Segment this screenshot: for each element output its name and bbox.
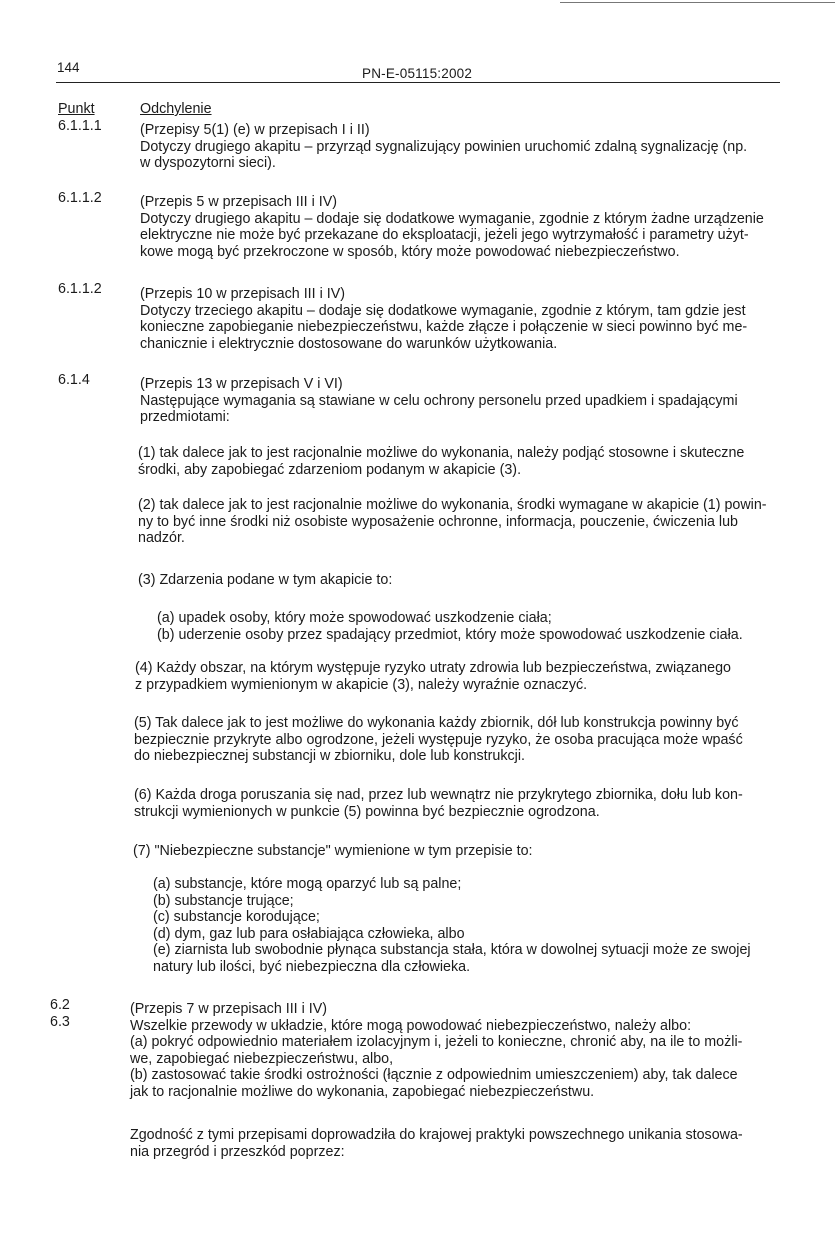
text-line: (5) Tak dalece jak to jest możliwe do wykonania każdy zbiornik, dół lub konstrukcja powinny być — [134, 715, 739, 731]
section-body — [130, 1001, 780, 1100]
text-line: (Przepis 5 w przepisach III i IV) — [140, 194, 338, 210]
section-number: 6.2 — [50, 997, 70, 1013]
text-line: w dyspozytorni sieci). — [140, 155, 276, 171]
standard-designation: PN-E-05115:2002 — [362, 66, 473, 81]
text-line: (6) Każda droga poruszania się nad, przez lub wewnątrz nie przykrytego zbiornika, dołu lub kon- — [134, 787, 743, 803]
list-item: (e) ziarnista lub swobodnie płynąca substancja stała, która w dowolnej sytuacji może ze swojej — [153, 942, 751, 958]
sub-list — [157, 610, 796, 643]
column-heading-point: Punkt — [58, 101, 95, 117]
text-line: (Przepis 13 w przepisach V i VI) — [140, 376, 343, 392]
text-line: Dotyczy trzeciego akapitu – dodaje się dodatkowe wymaganie, zgodnie z którym, tam gdzie jest — [140, 302, 746, 319]
text-line: do niebezpiecznej substancji w zbiorniku, dole lub konstrukcji. — [134, 748, 525, 764]
list-item: (d) dym, gaz lub para osłabiająca człowieka, albo — [153, 925, 465, 942]
text-line: z przypadkiem wymienionym w akapicie (3), należy wyraźnie oznaczyć. — [135, 676, 588, 693]
column-heading-deviation: Odchylenie — [140, 101, 212, 117]
sub-list — [153, 942, 792, 975]
text-line: kowe mogą być przekroczone w sposób, który może powodować niebezpieczeństwo. — [140, 243, 680, 260]
list-item: (b) uderzenie osoby przez spadający przedmiot, który może spowodować uszkodzenie ciała. — [157, 626, 743, 643]
text-line: (b) zastosować takie środki ostrożności (łącznie z odpowiednim umieszczeniem) aby, tak dalece — [130, 1067, 738, 1083]
text-line: ny to być inne środki niż osobiste wyposażenie ochronne, informacja, pouczenie, ćwiczenia lub — [138, 513, 739, 530]
numbered-item — [134, 787, 797, 820]
text-line: Dotyczy drugiego akapitu – przyrząd sygnalizujący powinien uruchomić zdalną sygnalizację (np. — [140, 138, 748, 155]
list-item: (b) substancje trujące; — [153, 892, 294, 909]
numbered-item — [135, 660, 798, 693]
text-line: jak to racjonalnie możliwe do wykonania, zapobiegać niebezpieczeństwu. — [130, 1083, 595, 1100]
text-line: środki, aby zapobiegać zdarzeniom podanym w akapicie (3). — [138, 461, 522, 478]
sub-list — [153, 876, 773, 942]
text-line: we, zapobiegać niebezpieczeństwu, albo, — [130, 1050, 394, 1067]
list-item: (a) substancje, które mogą oparzyć lub są palne; — [153, 876, 462, 892]
top-edge-line — [560, 2, 835, 3]
section-number: 6.3 — [50, 1014, 70, 1030]
numbered-item — [134, 715, 797, 765]
text-line: (Przepisy 5(1) (e) w przepisach I i II) — [140, 122, 370, 138]
closing-paragraph — [130, 1127, 780, 1160]
text-line: nadzór. — [138, 530, 185, 546]
section-number: 6.1.1.1 — [58, 118, 102, 134]
text-line: bezpiecznie przykryte albo ogrodzone, jeżeli występuje ryzyko, że osoba pracująca może wpaść — [134, 731, 743, 748]
section-number: 6.1.4 — [58, 372, 90, 388]
page-number: 144 — [57, 60, 80, 75]
text-line: chanicznie i elektrycznie dostosowane do warunków użytkowania. — [140, 335, 558, 352]
text-line: Następujące wymagania są stawiane w celu ochrony personelu przed upadkiem i spadającymi — [140, 392, 738, 409]
text-line: (3) Zdarzenia podane w tym akapicie to: — [138, 572, 393, 588]
header-rule — [56, 82, 780, 83]
text-line: (4) Każdy obszar, na którym występuje ryzyko utraty zdrowia lub bezpieczeństwa, związanego — [135, 660, 731, 676]
text-line: Wszelkie przewody w układzie, które mogą powodować niebezpieczeństwo, należy albo: — [130, 1017, 692, 1034]
section-body — [140, 122, 780, 172]
text-line: nia przegród i przeszkód poprzez: — [130, 1143, 345, 1160]
text-line: (7) "Niebezpieczne substancje" wymienione w tym przepisie to: — [133, 843, 533, 859]
list-item: (a) upadek osoby, który może spowodować uszkodzenie ciała; — [157, 610, 552, 626]
text-line: przedmiotami: — [140, 409, 230, 425]
text-line: elektryczne nie może być przekazane do eksploatacji, jeżeli jego wytrzymałość i parametry użyt- — [140, 227, 749, 243]
text-line: konieczne zapobieganie niebezpieczeństwu, każde złącze i połączenie w sieci powinno być me- — [140, 319, 748, 335]
list-item: (c) substancje korodujące; — [153, 909, 320, 925]
section-body — [140, 194, 780, 260]
list-item: natury lub ilości, być niebezpieczna dla człowieka. — [153, 958, 471, 975]
section-number: 6.1.1.2 — [58, 190, 102, 206]
numbered-item — [138, 572, 778, 589]
text-line: (2) tak dalece jak to jest racjonalnie możliwe do wykonania, środki wymagane w akapicie (1) powin- — [138, 497, 767, 513]
text-line: Dotyczy drugiego akapitu – dodaje się dodatkowe wymaganie, zgodnie z którym żadne urządzenie — [140, 210, 764, 227]
text-line: (a) pokryć odpowiednio materiałem izolacyjnym i, jeżeli to konieczne, chronić aby, na ile to możli- — [130, 1034, 743, 1050]
text-line: (Przepis 10 w przepisach III i IV) — [140, 286, 345, 302]
section-body — [140, 286, 780, 352]
section-body — [140, 376, 780, 426]
numbered-item — [133, 843, 775, 860]
numbered-item — [138, 497, 799, 547]
text-line: (Przepis 7 w przepisach III i IV) — [130, 1001, 328, 1017]
text-line: strukcji wymienionych w punkcie (5) powinna być bezpiecznie ogrodzona. — [134, 803, 600, 820]
section-number: 6.1.1.2 — [58, 281, 102, 297]
text-line: Zgodność z tymi przepisami doprowadziła do krajowej praktyki powszechnego unikania stosowa- — [130, 1127, 743, 1143]
text-line: (1) tak dalece jak to jest racjonalnie możliwe do wykonania, należy podjąć stosowne i skuteczne — [138, 445, 745, 461]
numbered-item — [138, 445, 799, 478]
